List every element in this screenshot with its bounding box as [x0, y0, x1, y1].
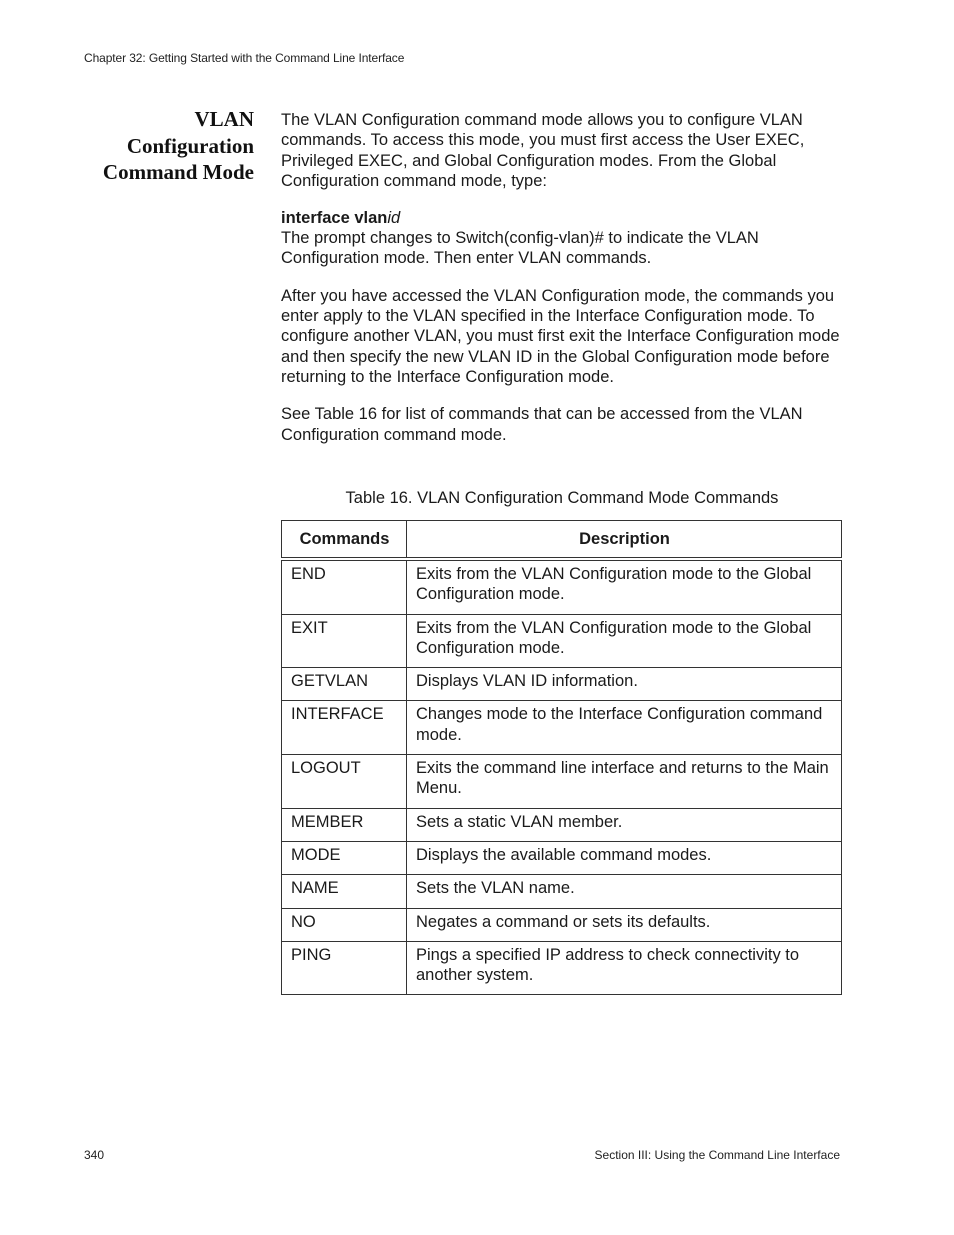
- running-footer: Section III: Using the Command Line Interface: [594, 1148, 840, 1162]
- heading-line-3: Command Mode: [102, 160, 254, 184]
- command-cell: END: [282, 559, 407, 614]
- table-row: [282, 841, 842, 874]
- command-example: [281, 208, 843, 228]
- command-keyword: interface vlan: [281, 209, 388, 228]
- table-row: [282, 908, 842, 941]
- command-cell: NO: [282, 908, 407, 941]
- table-row: [282, 941, 842, 995]
- running-header: Chapter 32: Getting Started with the Command Line Interface: [84, 51, 405, 65]
- description-cell: Exits from the VLAN Configuration mode to the Global Configuration mode.: [407, 614, 842, 668]
- prompt-paragraph: The prompt changes to Switch(config-vlan)# to indicate the VLAN Configuration mode. Then enter VLAN commands.: [281, 229, 759, 268]
- table-row: [282, 701, 842, 755]
- table-caption: Table 16. VLAN Configuration Command Mode Commands: [345, 489, 779, 507]
- commands-table: [281, 520, 842, 995]
- description-cell: Pings a specified IP address to check connectivity to another system.: [407, 941, 842, 995]
- table-reference-paragraph: See Table 16 for list of commands that can be accessed from the VLAN Configuration command mode.: [281, 405, 803, 444]
- heading-line-2: Configuration: [126, 133, 254, 158]
- intro-paragraph: The VLAN Configuration command mode allows you to configure VLAN commands. To access this mode, you must first access the User EXEC, Privileged EXEC, and Global Configuration modes. From the Global Configuration command mode, type:: [281, 111, 805, 190]
- command-cell: LOGOUT: [282, 755, 407, 809]
- command-cell: INTERFACE: [282, 701, 407, 755]
- header-description: Description: [407, 521, 842, 560]
- description-cell: Exits from the VLAN Configuration mode to the Global Configuration mode.: [407, 559, 842, 614]
- body-text: [281, 110, 843, 445]
- command-cell: GETVLAN: [282, 668, 407, 701]
- table-row: [282, 668, 842, 701]
- description-cell: Sets the VLAN name.: [407, 875, 842, 908]
- command-cell: MODE: [282, 841, 407, 874]
- command-cell: EXIT: [282, 614, 407, 668]
- command-cell: PING: [282, 941, 407, 995]
- table-row: [282, 808, 842, 841]
- table-row: [282, 755, 842, 809]
- table-row: [282, 875, 842, 908]
- description-cell: Negates a command or sets its defaults.: [407, 908, 842, 941]
- command-argument: id: [387, 209, 401, 228]
- description-cell: Exits the command line interface and returns to the Main Menu.: [407, 755, 842, 809]
- command-cell: MEMBER: [282, 808, 407, 841]
- section-heading: [60, 106, 254, 186]
- page-number: 340: [84, 1148, 105, 1162]
- table-row: [282, 614, 842, 668]
- table-header-row: [282, 521, 842, 560]
- description-cell: Sets a static VLAN member.: [407, 808, 842, 841]
- header-commands: Commands: [282, 521, 407, 560]
- description-cell: Displays the available command modes.: [407, 841, 842, 874]
- table-row: [282, 559, 842, 614]
- heading-line-1: VLAN: [194, 107, 254, 131]
- usage-paragraph: After you have accessed the VLAN Configuration mode, the commands you enter apply to the VLAN specified in the Interface Configuration mode. To configure another VLAN, you must first exit the Interface Configuration mode and then specify the new VLAN ID in the Global Configuration mode before returning to the Interface Configuration mode.: [281, 286, 840, 386]
- command-cell: NAME: [282, 875, 407, 908]
- description-cell: Changes mode to the Interface Configuration command mode.: [407, 701, 842, 755]
- description-cell: Displays VLAN ID information.: [407, 668, 842, 701]
